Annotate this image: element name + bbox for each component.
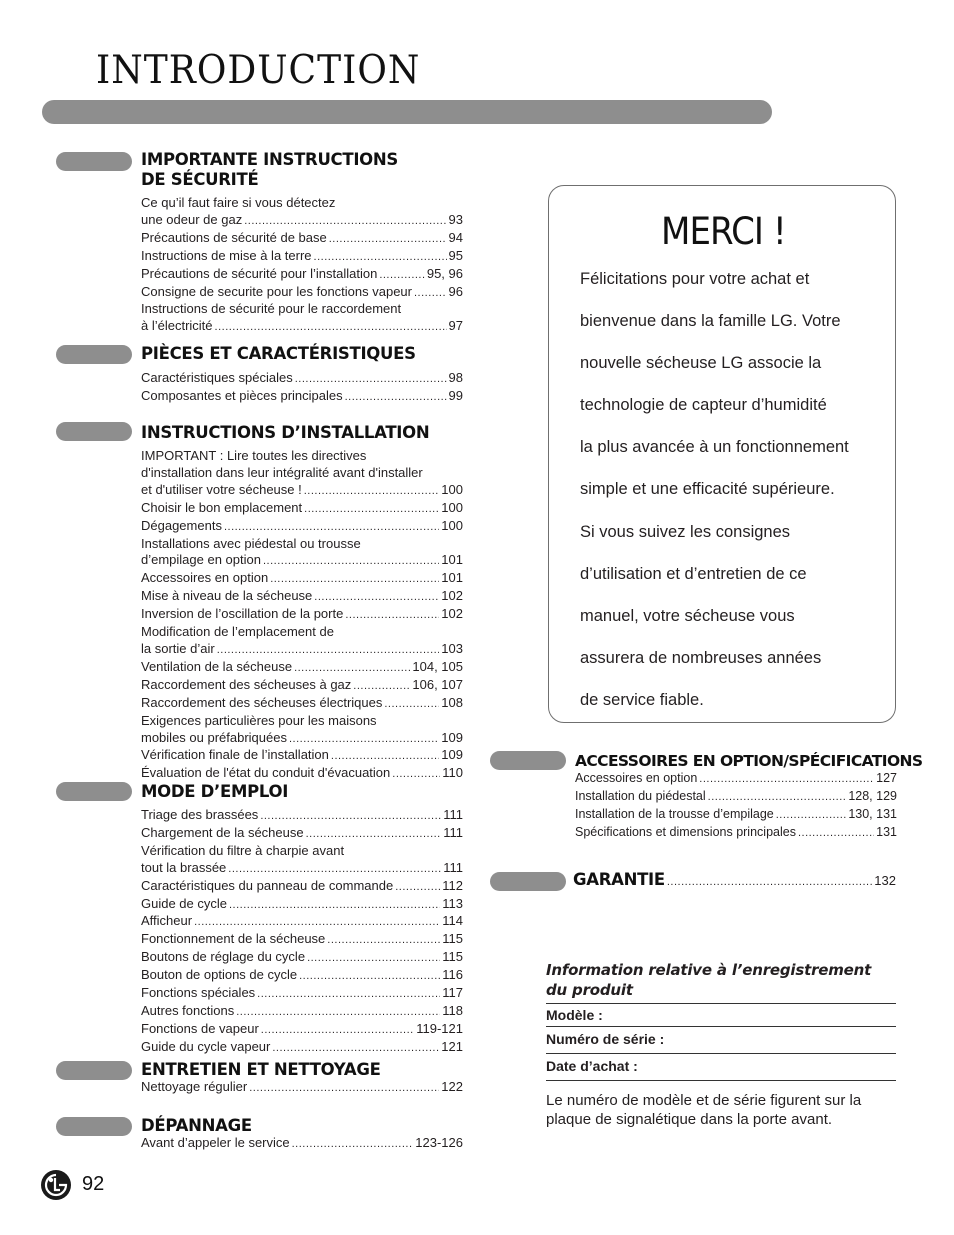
toc-list-troubleshooting <box>141 1135 463 1153</box>
toc-page: 110 <box>442 765 463 781</box>
toc-entry <box>575 770 897 788</box>
toc-entry <box>141 266 463 284</box>
toc-entry <box>141 878 463 896</box>
thank-you-line: nouvelle sécheuse LG associe la <box>580 354 822 373</box>
toc-entry <box>141 570 463 588</box>
title-bar <box>42 100 772 124</box>
thank-you-line: technologie de capteur d’humidité <box>580 396 827 415</box>
leader-dots <box>249 1080 439 1097</box>
toc-page: 96 <box>448 283 463 299</box>
toc-page: 131 <box>876 824 897 839</box>
toc-entry <box>141 949 463 967</box>
toc-label: Caractéristiques spéciales <box>141 370 293 385</box>
toc-entry <box>141 230 463 248</box>
toc-page: 119-121 <box>416 1020 463 1036</box>
toc-label: Dégagements <box>141 517 222 533</box>
leader-dots <box>667 874 872 891</box>
toc-page: 112 <box>442 877 463 893</box>
leader-dots <box>263 553 439 570</box>
serial-label: Numéro de série : <box>546 1031 665 1047</box>
toc-label: Caractéristiques du panneau de commande <box>141 877 394 893</box>
toc-entry <box>141 931 463 949</box>
toc-page: 98 <box>448 370 463 385</box>
toc-label: Afficheur <box>141 913 193 929</box>
toc-list-safety <box>141 195 463 336</box>
toc-label: Spécifications et dimensions principales <box>575 824 796 839</box>
toc-entry <box>141 552 463 570</box>
toc-label: Composantes et pièces principales <box>141 387 343 403</box>
toc-page: 101 <box>441 552 463 568</box>
toc-list-parts <box>141 370 463 406</box>
toc-entry: Vérification du filtre à charpie avant <box>141 842 345 858</box>
leader-dots <box>392 766 440 783</box>
toc-label: Chargement de la sécheuse <box>141 824 304 840</box>
toc-page: 93 <box>448 211 463 227</box>
toc-list-maintenance <box>141 1079 463 1097</box>
toc-page: 109 <box>441 747 463 763</box>
toc-page: 100 <box>441 499 463 515</box>
toc-label: Fonctions spéciales <box>141 985 256 1001</box>
toc-label: Précautions de sécurité pour l’installation <box>141 265 378 281</box>
toc-page: 121 <box>441 1038 463 1054</box>
toc-page: 118 <box>442 1002 463 1018</box>
toc-entry <box>141 765 463 783</box>
toc-page: 115 <box>442 949 463 965</box>
toc-label: la sortie d’air <box>141 640 215 656</box>
toc-page: 111 <box>443 824 463 840</box>
toc-page: 123-126 <box>415 1135 463 1150</box>
toc-entry <box>141 1039 463 1057</box>
toc-entry <box>141 500 463 518</box>
section-marker <box>56 1117 132 1136</box>
leader-dots <box>379 267 425 284</box>
leader-dots <box>414 285 447 302</box>
leader-dots <box>329 231 447 248</box>
leader-dots <box>228 861 441 878</box>
toc-page: 101 <box>441 570 463 586</box>
thank-you-title: MERCI ! <box>661 210 786 253</box>
toc-label: Bouton de options de cycle <box>141 967 298 983</box>
toc-entry <box>575 806 897 824</box>
section-title-safety: IMPORTANTE INSTRUCTIONS DE SÉCURITÉ <box>141 150 398 189</box>
toc-entry: IMPORTANT : Lire toutes les directives <box>141 448 367 463</box>
section-title-installation: INSTRUCTIONS D’INSTALLATION <box>141 423 430 442</box>
toc-entry: Exigences particulières pour les maisons <box>141 712 377 728</box>
toc-page: 100 <box>441 517 463 533</box>
registration-title: Information relative à l’enregistrement du produit <box>546 961 872 999</box>
section-marker <box>490 872 566 891</box>
toc-entry: Ce qu’il faut faire si vous détectez <box>141 195 336 210</box>
toc-entry-warranty <box>573 870 896 891</box>
leader-dots <box>304 483 440 500</box>
leader-dots <box>307 950 440 967</box>
toc-page: 113 <box>442 895 463 911</box>
leader-dots <box>257 986 440 1003</box>
toc-entry <box>141 641 463 659</box>
section-marker <box>490 751 566 770</box>
leader-dots <box>270 571 439 588</box>
toc-page: 99 <box>448 387 463 403</box>
toc-entry <box>141 659 463 677</box>
toc-entry <box>141 1003 463 1021</box>
leader-dots <box>229 897 440 914</box>
toc-label: Triage des brassées <box>141 807 259 822</box>
toc-entry <box>141 913 463 931</box>
toc-page: 95, 96 <box>426 265 463 281</box>
leader-dots <box>314 249 447 266</box>
section-marker <box>56 345 132 364</box>
thank-you-line: Félicitations pour votre achat et <box>580 270 810 288</box>
toc-label: et d'utiliser votre sécheuse ! <box>141 481 302 497</box>
section-title-parts: PIÈCES ET CARACTÉRISTIQUES <box>141 344 416 363</box>
toc-entry <box>141 896 463 914</box>
toc-entry <box>141 730 463 748</box>
section-marker <box>56 152 132 171</box>
leader-dots <box>289 731 439 748</box>
toc-label: Guide du cycle vapeur <box>141 1038 271 1054</box>
section-title-troubleshooting: DÉPANNAGE <box>141 1116 252 1135</box>
toc-label: une odeur de gaz <box>141 211 243 227</box>
leader-dots <box>395 879 440 896</box>
toc-list-operation <box>141 807 463 1057</box>
toc-label: tout la brassée <box>141 859 227 875</box>
thank-you-line: assurera de nombreuses années <box>580 648 822 667</box>
toc-entry <box>141 1135 463 1153</box>
leader-dots <box>699 771 874 788</box>
toc-label: à l’électricité <box>141 318 213 334</box>
thank-you-line: simple et une efficacité supérieure. <box>580 480 835 499</box>
thank-you-line: d’utilisation et d’entretien de ce <box>580 564 807 583</box>
toc-page: 111 <box>443 807 463 822</box>
toc-page: 94 <box>448 229 463 245</box>
toc-page: 100 <box>441 481 463 497</box>
thank-you-line: manuel, votre sécheuse vous <box>580 606 795 625</box>
toc-label: Guide de cycle <box>141 895 227 911</box>
toc-label: Choisir le bon emplacement <box>141 499 303 515</box>
toc-page: 97 <box>448 318 463 334</box>
section-title-operation: MODE D’EMPLOI <box>141 782 289 801</box>
leader-dots <box>299 968 440 985</box>
toc-entry <box>141 248 463 266</box>
toc-page: 116 <box>442 967 463 983</box>
toc-list-accessories <box>575 770 897 842</box>
toc-entry <box>141 588 463 606</box>
toc-label: Raccordement des sécheuses à gaz <box>141 676 352 692</box>
toc-label: Avant d’appeler le service <box>141 1135 290 1150</box>
toc-entry <box>141 860 463 878</box>
toc-label: Évaluation de l'état du conduit d'évacuation <box>141 765 391 781</box>
toc-label: Raccordement des sécheuses électriques <box>141 694 383 710</box>
toc-page: 102 <box>441 606 463 622</box>
toc-label: mobiles ou préfabriquées <box>141 729 287 745</box>
toc-entry <box>141 747 463 765</box>
leader-dots <box>261 1022 414 1039</box>
toc-page: 95 <box>448 247 463 263</box>
toc-entry <box>141 482 463 500</box>
leader-dots <box>294 660 410 677</box>
toc-label: Instructions de mise à la terre <box>141 247 312 263</box>
leader-dots <box>345 389 447 406</box>
toc-label: Installation du piédestal <box>575 788 706 803</box>
toc-page: 130, 131 <box>848 806 897 821</box>
leader-dots <box>194 914 440 931</box>
toc-label: Inversion de l’oscillation de la porte <box>141 606 344 622</box>
toc-entry <box>141 284 463 302</box>
leader-dots <box>295 371 447 388</box>
divider <box>546 1080 896 1081</box>
leader-dots <box>776 807 847 824</box>
toc-label: Fonctions de vapeur <box>141 1020 259 1036</box>
leader-dots <box>331 748 439 765</box>
toc-entry <box>141 677 463 695</box>
toc-entry <box>141 518 463 536</box>
toc-entry: d'installation dans leur intégralité avant d'installer <box>141 464 423 480</box>
toc-entry: Modification de l’emplacement de <box>141 624 334 640</box>
toc-page: 108 <box>441 694 463 710</box>
leader-dots <box>708 789 847 806</box>
toc-entry <box>141 1079 463 1097</box>
toc-entry <box>141 825 463 843</box>
section-title-warranty: GARANTIE <box>573 870 665 889</box>
toc-list-installation <box>141 448 463 783</box>
toc-entry <box>141 318 463 336</box>
leader-dots <box>236 1004 440 1021</box>
toc-page: 122 <box>441 1079 463 1094</box>
toc-entry: Installations avec piédestal ou trousse <box>141 535 361 551</box>
leader-dots <box>306 826 442 843</box>
toc-page: 103 <box>441 640 463 656</box>
toc-label: Installation de la trousse d’empilage <box>575 806 774 821</box>
leader-dots <box>314 589 439 606</box>
leader-dots <box>345 607 439 624</box>
toc-entry <box>141 695 463 713</box>
leader-dots <box>224 519 439 536</box>
thank-you-line: la plus avancée à un fonctionnement <box>580 438 849 457</box>
toc-label: Mise à niveau de la sécheuse <box>141 588 313 604</box>
leader-dots <box>244 213 446 230</box>
toc-entry <box>575 824 897 842</box>
leader-dots <box>384 696 439 713</box>
toc-entry <box>141 370 463 388</box>
leader-dots <box>260 808 441 825</box>
page-number: 92 <box>82 1173 105 1195</box>
toc-entry <box>141 1021 463 1039</box>
toc-label: Précautions de sécurité de base <box>141 229 327 245</box>
toc-entry <box>575 788 897 806</box>
toc-entry <box>141 388 463 406</box>
toc-label: Boutons de réglage du cycle <box>141 949 306 965</box>
toc-label: Fonctionnement de la sécheuse <box>141 931 326 947</box>
toc-label: Accessoires en option <box>575 771 698 785</box>
toc-entry <box>141 985 463 1003</box>
section-marker <box>56 1061 132 1080</box>
page-title: INTRODUCTION <box>96 48 421 93</box>
section-marker <box>56 782 132 801</box>
toc-entry <box>141 967 463 985</box>
toc-entry <box>141 606 463 624</box>
toc-page: 132 <box>874 873 896 888</box>
toc-page: 109 <box>441 729 463 745</box>
toc-page: 115 <box>442 931 463 947</box>
toc-label: Vérification finale de l’installation <box>141 747 329 763</box>
toc-label: Accessoires en option <box>141 570 269 586</box>
toc-label: d’empilage en option <box>141 552 261 568</box>
leader-dots <box>272 1040 439 1057</box>
leader-dots <box>327 932 440 949</box>
leader-dots <box>292 1136 414 1153</box>
model-label: Modèle : <box>546 1007 603 1023</box>
toc-page: 111 <box>443 859 463 875</box>
toc-label: Nettoyage régulier <box>141 1079 248 1094</box>
toc-page: 127 <box>876 771 897 785</box>
leader-dots <box>798 825 874 842</box>
thank-you-line: Si vous suivez les consignes <box>580 522 791 541</box>
toc-page: 128, 129 <box>848 788 897 803</box>
toc-page: 117 <box>442 985 463 1001</box>
toc-label: Consigne de securite pour les fonctions vapeur <box>141 283 412 299</box>
toc-entry <box>141 807 463 825</box>
purchase-date-label: Date d’achat : <box>546 1058 638 1074</box>
leader-dots <box>217 642 440 659</box>
divider <box>546 1003 896 1004</box>
toc-page: 106, 107 <box>412 676 463 692</box>
toc-entry <box>141 212 463 230</box>
registration-note: Le numéro de modèle et de série figurent sur la plaque de signalétique dans la porte avant. <box>546 1092 862 1128</box>
toc-page: 102 <box>441 588 463 604</box>
divider <box>546 1053 896 1054</box>
thank-you-line: de service fiable. <box>580 690 704 709</box>
leader-dots <box>304 501 439 518</box>
lg-logo-icon <box>40 1169 72 1201</box>
thank-you-text <box>580 258 880 721</box>
thank-you-line: bienvenue dans la famille LG. Votre <box>580 312 841 331</box>
section-title-maintenance: ENTRETIEN ET NETTOYAGE <box>141 1060 381 1079</box>
leader-dots <box>353 678 410 695</box>
toc-page: 104, 105 <box>412 658 463 674</box>
divider <box>546 1026 896 1027</box>
toc-entry: Instructions de sécurité pour le raccordement <box>141 301 402 317</box>
toc-label: Autres fonctions <box>141 1002 235 1018</box>
section-title-accessories: ACCESSOIRES EN OPTION/SPÉCIFICATIONS <box>575 752 923 770</box>
section-marker <box>56 422 132 441</box>
leader-dots <box>215 319 447 336</box>
toc-page: 114 <box>442 913 463 929</box>
toc-label: Ventilation de la sécheuse <box>141 658 293 674</box>
